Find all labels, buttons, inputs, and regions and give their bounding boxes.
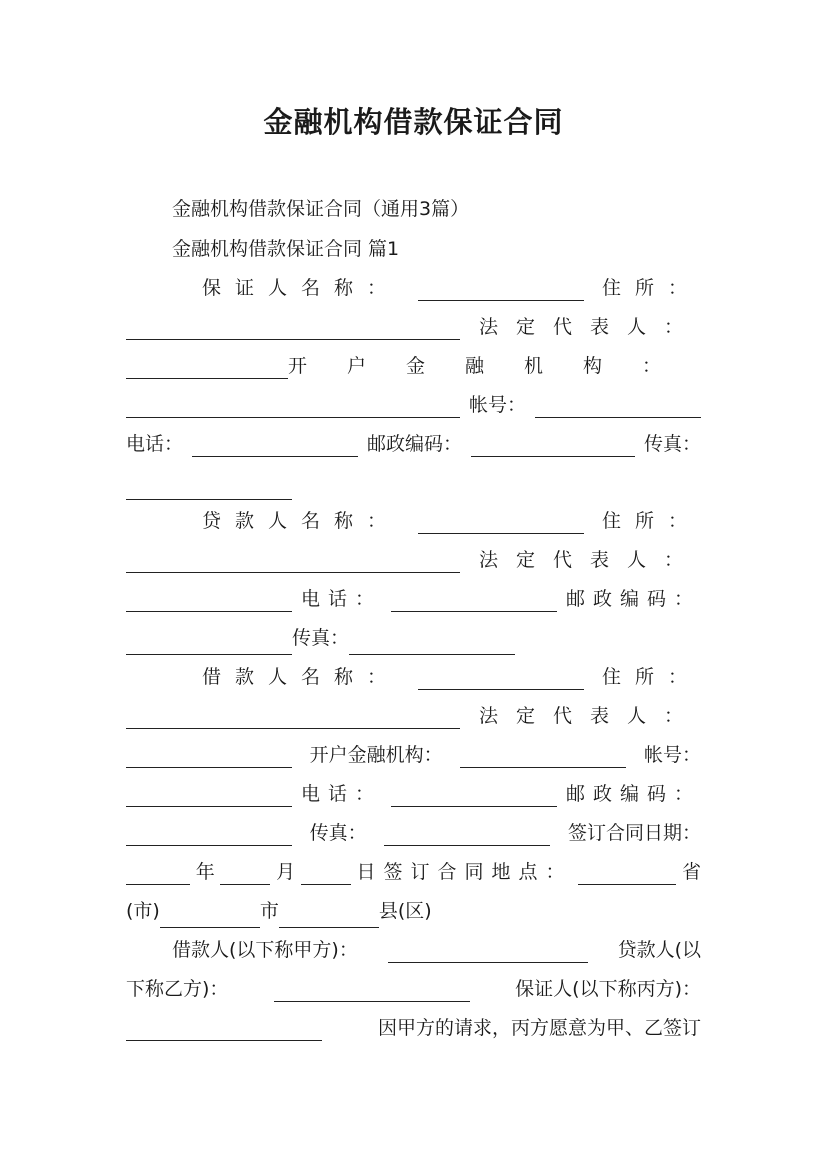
borrower-row-4 — [126, 777, 701, 811]
year-label: 年 — [195, 861, 215, 883]
borrower-name-blank[interactable] — [418, 665, 584, 690]
guarantor-postcode-blank[interactable] — [471, 432, 635, 457]
document-title: 金融机构借款保证合同 — [263, 105, 564, 139]
legal-rep-label: 法定代表人： — [478, 316, 701, 338]
lender-name-blank[interactable] — [418, 509, 584, 534]
month-label: 月 — [276, 861, 296, 883]
borrower-row-1 — [202, 660, 701, 694]
borrower-account-blank[interactable] — [126, 782, 292, 807]
county-label: 县(区) — [378, 900, 432, 922]
party-a-blank[interactable] — [388, 938, 588, 963]
address-label: 住所： — [601, 666, 701, 688]
borrower-row-2 — [126, 699, 701, 733]
province-blank[interactable] — [578, 860, 676, 885]
province-label: 省 — [681, 861, 701, 883]
phone-label: 电话： — [300, 783, 382, 805]
lender-address-blank[interactable] — [126, 548, 460, 573]
postcode-label: 邮政编码： — [565, 783, 701, 805]
subtitle: 金融机构借款保证合同（通用3篇） — [172, 198, 470, 220]
party-row-1 — [172, 933, 701, 967]
party-c-label: 保证人(以下称丙方)： — [515, 978, 701, 1000]
guarantor-account-blank[interactable] — [535, 393, 701, 418]
guarantor-row-2 — [126, 310, 701, 344]
party-c-blank[interactable] — [126, 1016, 322, 1041]
borrower-name-label: 借款人名称： — [202, 666, 401, 688]
postcode-label: 邮政编码： — [366, 433, 462, 455]
bank-label: 开户金融机构： — [309, 744, 443, 766]
address-label: 住所： — [601, 277, 701, 299]
lender-legal-rep-blank[interactable] — [126, 587, 292, 612]
city-row — [126, 894, 701, 928]
guarantor-name-label: 保证人名称： — [202, 277, 401, 299]
guarantor-row-1 — [202, 271, 701, 305]
party-b-label-2: 下称乙方)： — [126, 978, 229, 1000]
guarantor-bank-blank[interactable] — [126, 393, 460, 418]
guarantor-row-6 — [126, 466, 701, 500]
lender-phone-blank[interactable] — [391, 587, 557, 612]
request-text: 因甲方的请求，丙方愿意为甲、乙签订 — [377, 1017, 701, 1039]
legal-rep-label: 法定代表人： — [478, 549, 701, 571]
guarantor-row-3 — [126, 349, 701, 383]
year-blank[interactable] — [126, 860, 190, 885]
party-row-2 — [126, 972, 701, 1006]
guarantor-address-blank[interactable] — [126, 315, 460, 340]
lender-row-3 — [126, 582, 701, 616]
guarantor-row-4 — [126, 388, 701, 422]
borrower-row-3 — [126, 738, 701, 772]
borrower-phone-blank[interactable] — [391, 782, 557, 807]
lender-fax-blank[interactable] — [349, 630, 515, 655]
lender-postcode-blank[interactable] — [126, 630, 292, 655]
borrower-postcode-blank[interactable] — [126, 821, 292, 846]
lender-row-2 — [126, 543, 701, 577]
account-label: 帐号： — [643, 744, 701, 766]
borrower-row-5 — [126, 816, 701, 850]
month-blank[interactable] — [220, 860, 270, 885]
legal-rep-label: 法定代表人： — [478, 705, 701, 727]
borrower-fax-blank[interactable] — [384, 821, 550, 846]
borrower-bank-blank[interactable] — [460, 743, 626, 768]
party-b-label-1: 贷款人(以 — [617, 939, 701, 961]
phone-label: 电话： — [300, 588, 382, 610]
guarantor-legal-rep-blank[interactable] — [126, 354, 288, 379]
day-place-label: 日签订合同地点： — [356, 861, 573, 883]
lender-row-1 — [202, 504, 701, 538]
phone-label: 电话： — [126, 433, 184, 455]
fax-label: 传真： — [292, 627, 350, 649]
city-blank-1[interactable] — [160, 903, 260, 928]
guarantor-row-5 — [126, 427, 701, 461]
borrower-legal-rep-blank[interactable] — [126, 743, 292, 768]
lender-row-4 — [126, 621, 701, 655]
guarantor-phone-blank[interactable] — [192, 432, 358, 457]
day-blank[interactable] — [301, 860, 351, 885]
bank-label: 开户金融机构： — [287, 355, 701, 377]
fax-label: 传真： — [643, 433, 701, 455]
guarantor-name-blank[interactable] — [418, 276, 584, 301]
lender-name-label: 贷款人名称： — [202, 510, 401, 532]
guarantor-fax-blank[interactable] — [126, 475, 292, 500]
account-label: 帐号： — [468, 394, 526, 416]
city-open-label: (市) — [126, 900, 160, 922]
fax-label: 传真： — [309, 822, 367, 844]
party-a-label: 借款人(以下称甲方)： — [172, 939, 358, 961]
county-blank[interactable] — [279, 903, 379, 928]
section-heading: 金融机构借款保证合同 篇1 — [172, 238, 400, 260]
borrower-address-blank[interactable] — [126, 704, 460, 729]
city-label: 市 — [259, 900, 279, 922]
postcode-label: 邮政编码： — [565, 588, 701, 610]
date-place-row — [126, 855, 701, 889]
address-label: 住所： — [601, 510, 701, 532]
party-row-3 — [126, 1011, 701, 1045]
sign-date-label: 签订合同日期： — [567, 822, 701, 844]
party-b-blank[interactable] — [274, 977, 470, 1002]
